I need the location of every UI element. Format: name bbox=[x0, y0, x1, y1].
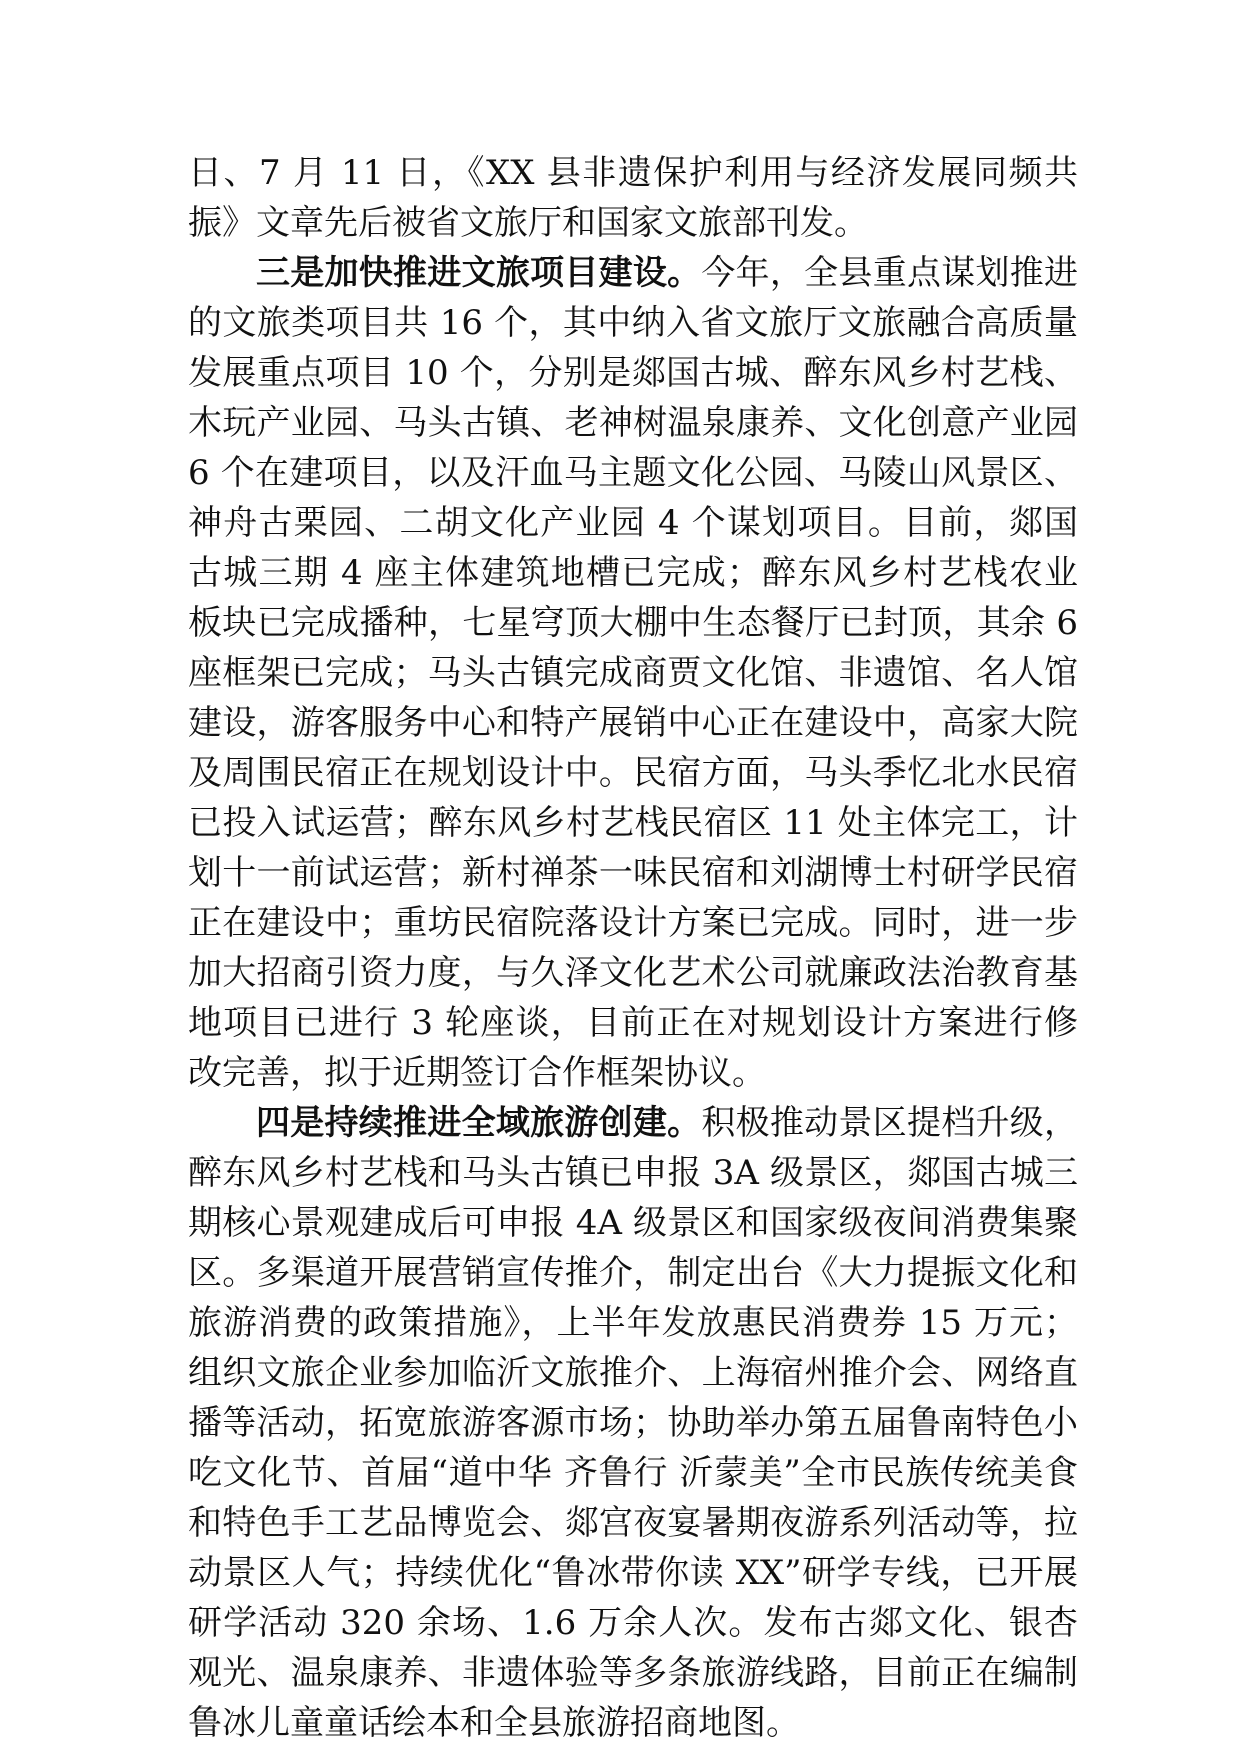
paragraph-body: 今年，全县重点谋划推进的文旅类项目共 16 个，其中纳入省文旅厅文旅融合高质量发展重点项目 10 个，分别是郯国古城、醉东风乡村艺栈、木玩产业园、马头古镇、老神树温泉康养、文化创意产业园 6 个在建项目，以及汗血马主题文化公园、马陵山风景区、神舟古栗园、二胡文化产业园 4 个谋划项目。目前，郯国古城三期 4 座主体建筑地槽已完成；醉东风乡村艺栈农业板块已完成播种，七星穹顶大棚中生态餐厅已封顶，其余 6 座框架已完成；马头古镇完成商贾文化馆、非遗馆、名人馆建设，游客服务中心和特产展销中心正在建设中，高家大院及周围民宿正在规划设计中。民宿方面，马头季忆北水民宿已投入试运营；醉东风乡村艺栈民宿区 11 处主体完工，计划十一前试运营；新村禅茶一味民宿和刘湖博士村研学民宿正在建设中；重坊民宿院落设计方案已完成。同时，进一步加大招商引资力度，与久泽文化艺术公司就廉政法治教育基地项目已进行 3 轮座谈，目前正在对规划设计方案进行修改完善，拟于近期签订合作框架协议。 bbox=[188, 253, 1078, 1093]
paragraph-heading: 三是加快推进文旅项目建设。 bbox=[256, 253, 702, 293]
paragraph-project-construction bbox=[188, 248, 1078, 1098]
paragraph-tourism-creation bbox=[188, 1098, 1078, 1748]
paragraph-continuation: 日、7 月 11 日，《XX 县非遗保护利用与经济发展同频共振》文章先后被省文旅厅和国家文旅部刊发。 bbox=[188, 153, 1078, 243]
document-page bbox=[188, 148, 1078, 1748]
paragraph-heading: 四是持续推进全域旅游创建。 bbox=[256, 1103, 702, 1143]
paragraph-body: 积极推动景区提档升级，醉东风乡村艺栈和马头古镇已申报 3A 级景区，郯国古城三期核心景观建成后可申报 4A 级景区和国家级夜间消费集聚区。多渠道开展营销宣传推介，制定出台《大力提振文化和旅游消费的政策措施》，上半年发放惠民消费券 15 万元；组织文旅企业参加临沂文旅推介、上海宿州推介会、网络直播等活动，拓宽旅游客源市场；协助举办第五届鲁南特色小吃文化节、首届“道中华 齐鲁行 沂蒙美”全市民族传统美食和特色手工艺品博览会、郯宫夜宴暑期夜游系列活动等，拉动景区人气；持续优化“鲁冰带你读 XX”研学专线，已开展研学活动 320 余场、1.6 万余人次。发布古郯文化、银杏观光、温泉康养、非遗体验等多条旅游线路，目前正在编制鲁冰儿童童话绘本和全县旅游招商地图。 bbox=[188, 1103, 1078, 1743]
